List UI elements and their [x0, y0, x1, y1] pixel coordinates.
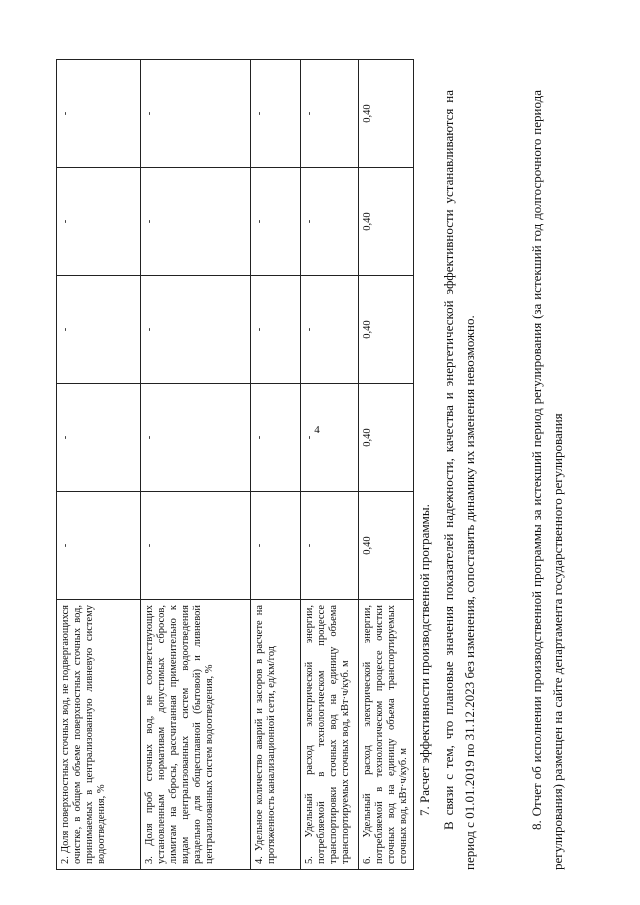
- indicator-value: 0,40: [359, 384, 414, 492]
- indicator-name: 4. Удельное количество аварий и засоров в расчете на протяженность канализационной сети, ед/км/год: [251, 600, 301, 870]
- indicator-value: 0,40: [359, 60, 414, 168]
- indicator-value: -: [57, 492, 141, 600]
- indicator-value: 0,40: [359, 276, 414, 384]
- indicator-value: -: [301, 168, 359, 276]
- indicator-name: 5. Удельный расход электрической энергии, потребляемой в технологическом процессе транспортировки сточных вод на единицу объема транспортируемых сточных вод, кВт·ч/куб. м: [301, 600, 359, 870]
- indicator-value: 0,40: [359, 492, 414, 600]
- indicator-name: 2. Доля поверхностных сточных вод, не подвергающихся очистке, в общем объеме поверхностных сточных вод, принимаемых в централизованную ливневую систему водоотведения, %: [57, 600, 141, 870]
- indicator-value: -: [301, 60, 359, 168]
- indicator-value: -: [301, 492, 359, 600]
- indicator-value: -: [141, 492, 251, 600]
- indicator-value: -: [57, 384, 141, 492]
- section-7-heading: 7. Расчет эффективности производственной программы.: [417, 504, 432, 816]
- table-row: [359, 60, 414, 870]
- indicator-value: -: [141, 168, 251, 276]
- table-row: [57, 60, 141, 870]
- indicator-value: -: [57, 276, 141, 384]
- indicator-value: 0,40: [359, 168, 414, 276]
- indicator-value: -: [251, 168, 301, 276]
- indicator-value: -: [251, 60, 301, 168]
- table-row: [251, 60, 301, 870]
- indicator-value: -: [141, 384, 251, 492]
- page-number: 4: [314, 424, 320, 436]
- table-row: [301, 60, 359, 870]
- indicator-value: -: [57, 60, 141, 168]
- indicator-value: -: [301, 276, 359, 384]
- section-8-text: 8. Отчет об исполнении производственной программы за истекший период регулирования (за истекший год долгосрочного периода регулирования) размещен на сайте департамента государственного регулирования: [529, 90, 565, 870]
- section-7-text: В связи с тем, что плановые значения показателей надежности, качества и энергетической эффективности устанавливаются на период с 01.01.2019 по 31.12.2023 без изменения, сопоставить динамику их изменения невозможно.: [441, 90, 477, 870]
- indicator-value: -: [251, 276, 301, 384]
- indicator-value: -: [251, 384, 301, 492]
- indicators-table: [56, 59, 414, 870]
- indicator-name: 6. Удельный расход электрической энергии, потребляемой в технологическом процессе очистки сточных вод на единицу объема транспортируемых сточных вод, кВт·ч/куб. м: [359, 600, 414, 870]
- table-row: [141, 60, 251, 870]
- indicator-value: -: [141, 276, 251, 384]
- indicator-value: -: [251, 492, 301, 600]
- indicator-value: -: [301, 384, 359, 492]
- indicator-value: -: [141, 60, 251, 168]
- indicator-value: -: [57, 168, 141, 276]
- rotated-content: [56, 60, 616, 870]
- indicator-name: 3. Доля проб сточных вод, не соответствующих установленным нормативам допустимых сбросов, лимитам на сбросы, рассчитанная применительно к видам централизованных систем водоотведения раздельно для общесплавной (бытовой) и ливневой централизованных систем водоотведения, %: [141, 600, 251, 870]
